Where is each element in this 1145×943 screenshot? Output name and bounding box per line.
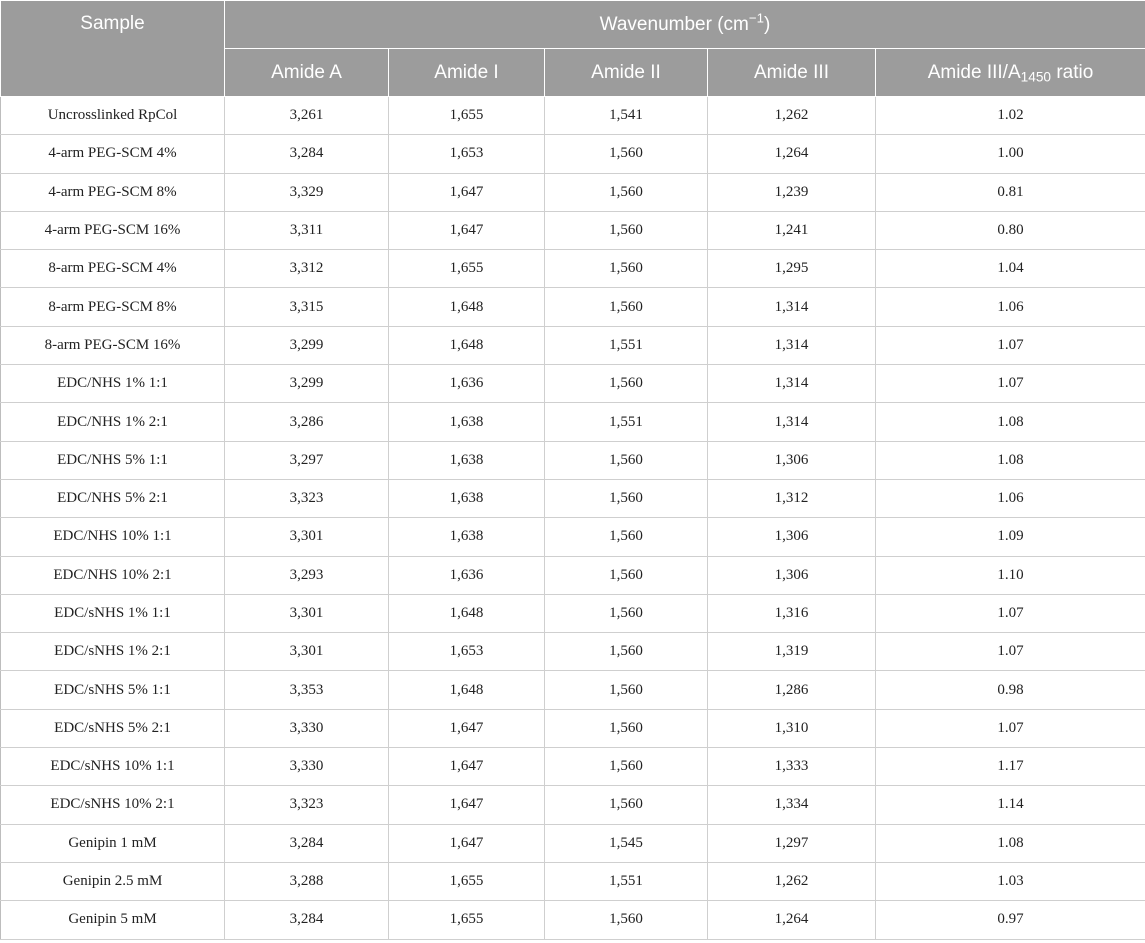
cell-amide-iii: 1,316 — [708, 594, 876, 632]
table-row — [1, 250, 1145, 288]
table-row — [1, 901, 1145, 939]
cell-ratio: 1.00 — [876, 135, 1145, 173]
cell-amide-ii: 1,560 — [545, 671, 708, 709]
cell-ratio: 1.17 — [876, 748, 1145, 786]
cell-sample: EDC/sNHS 10% 1:1 — [1, 748, 225, 786]
cell-sample: EDC/NHS 10% 2:1 — [1, 556, 225, 594]
cell-amide-ii: 1,560 — [545, 901, 708, 939]
cell-ratio: 1.04 — [876, 250, 1145, 288]
table-row — [1, 135, 1145, 173]
cell-amide-i: 1,655 — [389, 97, 545, 135]
cell-amide-a: 3,284 — [225, 135, 389, 173]
cell-amide-iii: 1,306 — [708, 441, 876, 479]
cell-amide-a: 3,330 — [225, 709, 389, 747]
cell-amide-a: 3,330 — [225, 748, 389, 786]
cell-ratio: 1.03 — [876, 862, 1145, 900]
cell-amide-i: 1,638 — [389, 403, 545, 441]
cell-ratio: 1.08 — [876, 403, 1145, 441]
header-amide-iii: Amide III — [708, 49, 876, 97]
header-wavenumber — [225, 1, 1145, 49]
cell-amide-i: 1,653 — [389, 135, 545, 173]
cell-sample: EDC/NHS 5% 1:1 — [1, 441, 225, 479]
cell-sample: EDC/NHS 1% 1:1 — [1, 365, 225, 403]
table-row — [1, 441, 1145, 479]
cell-sample: 4-arm PEG-SCM 8% — [1, 173, 225, 211]
table-row — [1, 403, 1145, 441]
cell-amide-iii: 1,295 — [708, 250, 876, 288]
cell-amide-ii: 1,560 — [545, 441, 708, 479]
table-row — [1, 173, 1145, 211]
cell-amide-i: 1,638 — [389, 479, 545, 517]
table-row — [1, 97, 1145, 135]
cell-amide-a: 3,323 — [225, 786, 389, 824]
cell-amide-iii: 1,239 — [708, 173, 876, 211]
cell-amide-ii: 1,560 — [545, 250, 708, 288]
table-row — [1, 824, 1145, 862]
cell-amide-ii: 1,560 — [545, 288, 708, 326]
cell-sample: EDC/sNHS 5% 1:1 — [1, 671, 225, 709]
cell-ratio: 1.07 — [876, 326, 1145, 364]
cell-ratio: 1.08 — [876, 824, 1145, 862]
cell-amide-iii: 1,241 — [708, 211, 876, 249]
table-row — [1, 556, 1145, 594]
table-row — [1, 633, 1145, 671]
cell-ratio: 0.97 — [876, 901, 1145, 939]
cell-ratio: 1.10 — [876, 556, 1145, 594]
cell-amide-iii: 1,262 — [708, 97, 876, 135]
cell-amide-i: 1,636 — [389, 365, 545, 403]
cell-amide-ii: 1,560 — [545, 786, 708, 824]
header-sample: Sample — [1, 1, 225, 97]
header-amide-i: Amide I — [389, 49, 545, 97]
cell-sample: EDC/sNHS 5% 2:1 — [1, 709, 225, 747]
cell-amide-iii: 1,264 — [708, 135, 876, 173]
cell-amide-iii: 1,314 — [708, 288, 876, 326]
cell-amide-iii: 1,314 — [708, 326, 876, 364]
cell-amide-i: 1,647 — [389, 709, 545, 747]
cell-sample: Uncrosslinked RpCol — [1, 97, 225, 135]
cell-ratio: 1.08 — [876, 441, 1145, 479]
cell-amide-a: 3,297 — [225, 441, 389, 479]
cell-amide-iii: 1,333 — [708, 748, 876, 786]
cell-amide-i: 1,647 — [389, 211, 545, 249]
header-row-top — [1, 1, 1145, 49]
table-row — [1, 786, 1145, 824]
cell-amide-i: 1,647 — [389, 786, 545, 824]
cell-ratio: 0.80 — [876, 211, 1145, 249]
cell-amide-ii: 1,545 — [545, 824, 708, 862]
cell-ratio: 1.09 — [876, 518, 1145, 556]
wavenumber-prefix: Wavenumber (cm — [599, 13, 749, 35]
cell-amide-ii: 1,560 — [545, 479, 708, 517]
cell-amide-iii: 1,262 — [708, 862, 876, 900]
cell-amide-i: 1,648 — [389, 326, 545, 364]
cell-amide-a: 3,288 — [225, 862, 389, 900]
cell-sample: EDC/sNHS 1% 1:1 — [1, 594, 225, 632]
cell-sample: 8-arm PEG-SCM 8% — [1, 288, 225, 326]
cell-amide-iii: 1,314 — [708, 365, 876, 403]
cell-ratio: 1.06 — [876, 288, 1145, 326]
cell-amide-iii: 1,306 — [708, 556, 876, 594]
cell-sample: 8-arm PEG-SCM 16% — [1, 326, 225, 364]
table-row — [1, 211, 1145, 249]
table-row — [1, 365, 1145, 403]
cell-amide-a: 3,323 — [225, 479, 389, 517]
cell-ratio: 0.98 — [876, 671, 1145, 709]
cell-sample: EDC/sNHS 1% 2:1 — [1, 633, 225, 671]
cell-amide-i: 1,647 — [389, 824, 545, 862]
cell-sample: 4-arm PEG-SCM 16% — [1, 211, 225, 249]
header-amide-ii: Amide II — [545, 49, 708, 97]
cell-amide-iii: 1,319 — [708, 633, 876, 671]
cell-ratio: 1.02 — [876, 97, 1145, 135]
cell-amide-a: 3,311 — [225, 211, 389, 249]
table-row — [1, 709, 1145, 747]
cell-amide-iii: 1,314 — [708, 403, 876, 441]
cell-sample: 8-arm PEG-SCM 4% — [1, 250, 225, 288]
cell-amide-iii: 1,312 — [708, 479, 876, 517]
table-row — [1, 862, 1145, 900]
wavenumber-suffix: ) — [764, 13, 771, 35]
cell-ratio: 1.07 — [876, 633, 1145, 671]
table-body — [1, 97, 1145, 940]
cell-ratio: 1.07 — [876, 594, 1145, 632]
cell-amide-i: 1,648 — [389, 594, 545, 632]
cell-amide-ii: 1,560 — [545, 365, 708, 403]
table-row — [1, 518, 1145, 556]
cell-amide-iii: 1,297 — [708, 824, 876, 862]
cell-amide-i: 1,648 — [389, 288, 545, 326]
cell-amide-a: 3,286 — [225, 403, 389, 441]
cell-amide-a: 3,353 — [225, 671, 389, 709]
cell-amide-i: 1,638 — [389, 441, 545, 479]
cell-amide-a: 3,299 — [225, 365, 389, 403]
cell-amide-ii: 1,560 — [545, 748, 708, 786]
cell-sample: EDC/NHS 5% 2:1 — [1, 479, 225, 517]
cell-ratio: 1.07 — [876, 365, 1145, 403]
table-row — [1, 748, 1145, 786]
ratio-suffix: ratio — [1051, 61, 1094, 83]
cell-amide-a: 3,301 — [225, 633, 389, 671]
header-amide-a: Amide A — [225, 49, 389, 97]
cell-amide-ii: 1,560 — [545, 556, 708, 594]
cell-amide-a: 3,284 — [225, 901, 389, 939]
ratio-subscript: 1450 — [1020, 68, 1052, 84]
wavenumber-exponent: −1 — [748, 10, 765, 26]
cell-amide-iii: 1,306 — [708, 518, 876, 556]
cell-amide-a: 3,312 — [225, 250, 389, 288]
cell-amide-ii: 1,560 — [545, 633, 708, 671]
cell-amide-ii: 1,560 — [545, 709, 708, 747]
cell-amide-iii: 1,286 — [708, 671, 876, 709]
table-row — [1, 288, 1145, 326]
cell-amide-a: 3,329 — [225, 173, 389, 211]
cell-amide-a: 3,299 — [225, 326, 389, 364]
cell-sample: 4-arm PEG-SCM 4% — [1, 135, 225, 173]
cell-sample: Genipin 5 mM — [1, 901, 225, 939]
table-row — [1, 671, 1145, 709]
cell-ratio: 1.07 — [876, 709, 1145, 747]
cell-amide-ii: 1,560 — [545, 594, 708, 632]
cell-amide-i: 1,653 — [389, 633, 545, 671]
cell-amide-i: 1,655 — [389, 250, 545, 288]
ratio-prefix: Amide III/A — [927, 61, 1021, 83]
cell-amide-iii: 1,264 — [708, 901, 876, 939]
cell-sample: EDC/sNHS 10% 2:1 — [1, 786, 225, 824]
cell-sample: EDC/NHS 1% 2:1 — [1, 403, 225, 441]
cell-amide-ii: 1,560 — [545, 135, 708, 173]
cell-amide-i: 1,655 — [389, 862, 545, 900]
table-row — [1, 594, 1145, 632]
cell-amide-ii: 1,541 — [545, 97, 708, 135]
cell-amide-i: 1,638 — [389, 518, 545, 556]
table-header — [1, 1, 1145, 97]
cell-sample: EDC/NHS 10% 1:1 — [1, 518, 225, 556]
cell-amide-i: 1,647 — [389, 748, 545, 786]
table-row — [1, 326, 1145, 364]
cell-ratio: 0.81 — [876, 173, 1145, 211]
cell-amide-i: 1,647 — [389, 173, 545, 211]
cell-amide-i: 1,648 — [389, 671, 545, 709]
cell-amide-a: 3,293 — [225, 556, 389, 594]
cell-amide-i: 1,655 — [389, 901, 545, 939]
cell-amide-i: 1,636 — [389, 556, 545, 594]
cell-amide-ii: 1,551 — [545, 326, 708, 364]
cell-sample: Genipin 2.5 mM — [1, 862, 225, 900]
cell-amide-ii: 1,551 — [545, 862, 708, 900]
cell-sample: Genipin 1 mM — [1, 824, 225, 862]
header-ratio — [876, 49, 1145, 97]
cell-amide-ii: 1,560 — [545, 173, 708, 211]
cell-amide-ii: 1,560 — [545, 211, 708, 249]
cell-amide-iii: 1,310 — [708, 709, 876, 747]
table-row — [1, 479, 1145, 517]
cell-amide-ii: 1,551 — [545, 403, 708, 441]
cell-amide-a: 3,261 — [225, 97, 389, 135]
cell-amide-iii: 1,334 — [708, 786, 876, 824]
cell-amide-a: 3,315 — [225, 288, 389, 326]
cell-amide-ii: 1,560 — [545, 518, 708, 556]
cell-amide-a: 3,301 — [225, 518, 389, 556]
cell-amide-a: 3,301 — [225, 594, 389, 632]
cell-ratio: 1.14 — [876, 786, 1145, 824]
cell-amide-a: 3,284 — [225, 824, 389, 862]
cell-ratio: 1.06 — [876, 479, 1145, 517]
